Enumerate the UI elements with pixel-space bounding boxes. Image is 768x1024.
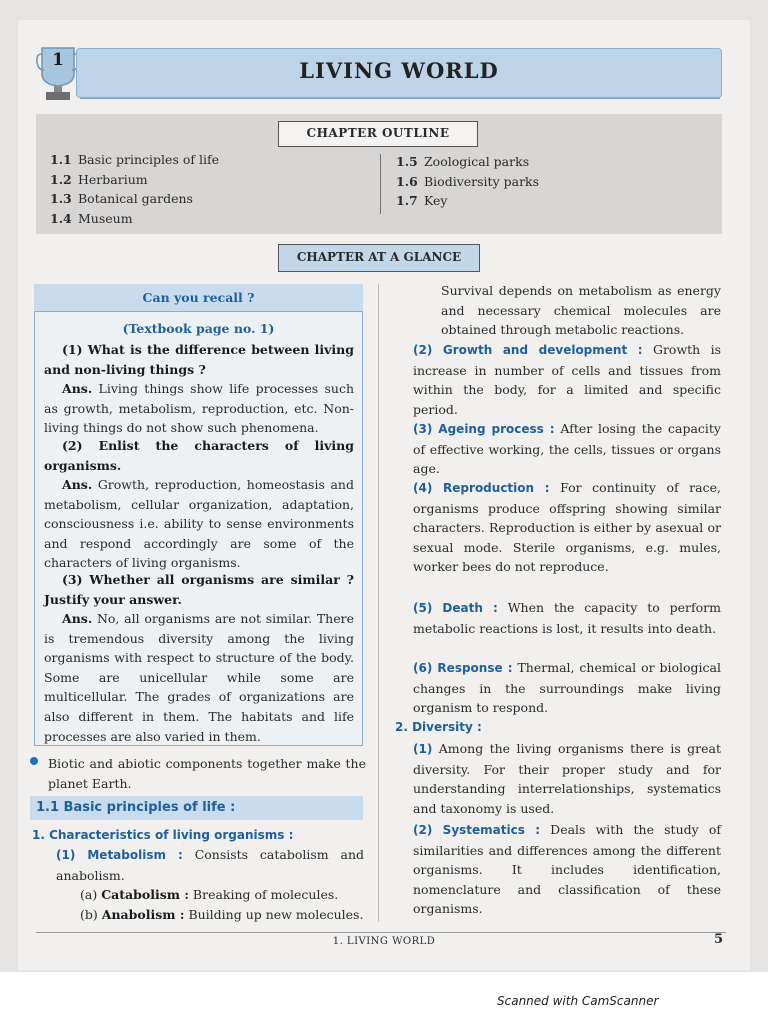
outline-item: 1.7 Key: [396, 193, 448, 208]
response-item: (6) Response : Thermal, chemical or biological changes in the surroundings make living organism to respond.: [413, 660, 721, 716]
subsection-title: 1. Characteristics of living organisms :: [32, 828, 294, 842]
catabolism-item: (a) Catabolism : Breaking of molecules.: [80, 887, 339, 902]
column-divider: [378, 284, 379, 922]
outline-item: 1.6 Biodiversity parks: [396, 173, 540, 189]
answer-1: Ans. Living things show life processes such as growth, metabolism, reproduction, etc. Non-living things do not show such phenomena.: [44, 381, 354, 436]
outline-item: 1.1 Basic principles of life: [50, 152, 219, 167]
outline-item: 1.2 Herbarium: [50, 171, 148, 187]
death-item: (5) Death : When the capacity to perform metabolic reactions is lost, it results into death.: [413, 600, 721, 636]
chapter-number: 1: [52, 50, 64, 70]
systematics-item: (2) Systematics : Deals with the study of similarities and differences among the different organisms. It includes identification, nomenclature and classification of these organisms.: [413, 822, 721, 917]
page-title: LIVING WORLD: [299, 58, 499, 83]
scanner-watermark: Scanned with CamScanner: [497, 994, 659, 1008]
footer-rule: [36, 932, 726, 933]
survival-text: Survival depends on metabolism as energy and necessary chemical molecules are obtained through metabolic reactions.: [441, 283, 721, 338]
recall-title: Can you recall ?: [142, 290, 255, 305]
answer-2: Ans. Growth, reproduction, homeostasis and metabolism, cellular organization, adaptation, consciousness i.e. ability to sense environments and respond accordingly are some of the characters of living organisms.: [44, 477, 354, 571]
reproduction-item: (4) Reproduction : For continuity of race, organisms produce offspring showing similar characters. Reproduction is either by asexual or sexual mode. Sterile organisms, e.g. mules, worker bees do not reproduce.: [413, 480, 721, 575]
section-title: 1.1 Basic principles of life :: [36, 800, 236, 815]
outline-item: 1.5 Zoological parks: [396, 154, 530, 169]
anabolism-item: (b) Anabolism : Building up new molecules.: [80, 907, 364, 922]
outline-divider: [380, 154, 381, 214]
scanner-footer: [0, 972, 768, 1024]
metabolism-item: (1) Metabolism : Consists catabolism and anabolism.: [56, 847, 365, 883]
outline-item: 1.4 Museum: [50, 210, 133, 226]
answer-3: Ans. No, all organisms are not similar. There is tremendous diversity among the living organisms with respect to structure of the body. Some are unicellular while some are multicellular. The grades of organizations are also different in them. The habitats and life processes are also varied in them.: [44, 611, 354, 744]
outline-right-column: [396, 152, 539, 211]
bullet-icon: [30, 757, 38, 765]
diversity-item-1: (1) Among the living organisms there is great diversity. For their proper study and for understanding interrelationships, systematics and taxonomy is used.: [413, 741, 721, 816]
textbook-page-ref: (Textbook page no. 1): [122, 321, 275, 336]
outline-item: 1.3 Botanical gardens: [50, 191, 193, 206]
title-underline: [80, 98, 720, 99]
diversity-title: 2. Diversity :: [395, 720, 482, 734]
question-3: (3) Whether all organisms are similar ? Justify your answer.: [44, 572, 354, 607]
ageing-item: (3) Ageing process : After losing the capacity of effective working, the cells, tissues or organs age.: [413, 421, 721, 477]
chapter-outline-label: CHAPTER OUTLINE: [278, 121, 478, 147]
growth-item: (2) Growth and development : Growth is increase in number of cells and tissues from within the body, for a limited and specific period.: [413, 342, 721, 417]
chapter-at-a-glance-label: CHAPTER AT A GLANCE: [278, 244, 480, 272]
outline-left-column: [50, 150, 219, 228]
bullet-text: Biotic and abiotic components together make the planet Earth.: [48, 756, 366, 791]
question-2: (2) Enlist the characters of living organisms.: [44, 438, 354, 473]
footer-chapter: 1. LIVING WORLD: [332, 936, 436, 947]
page-number: 5: [714, 932, 724, 947]
question-1: (1) What is the difference between living and non-living things ?: [44, 342, 354, 377]
